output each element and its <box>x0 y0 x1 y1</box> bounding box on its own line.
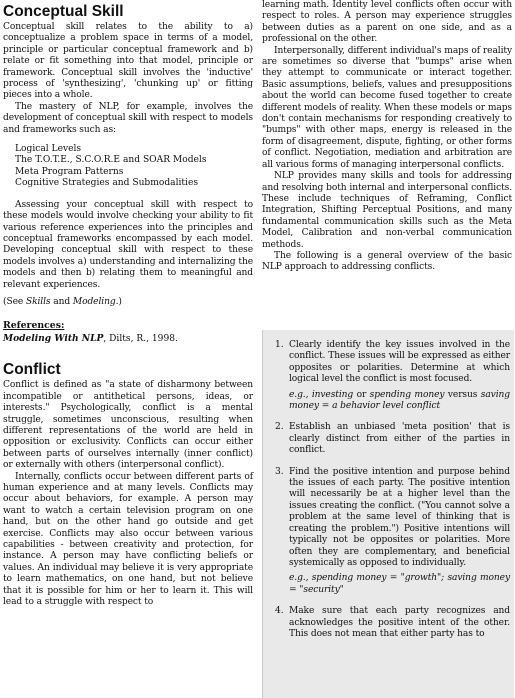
paragraph: NLP provides many skills and tools for addressing and resolving both internal and interpersonal conflicts. These include techniques of Reframing, Conflict Integration, Shifting Perceptual Positions, and many fundamental communication skills such as the Meta Model, Calibration and non-verbal communication methods. <box>262 171 512 250</box>
example-part: spending money <box>369 389 445 400</box>
example-part: versus <box>444 389 481 400</box>
right-column <box>262 0 512 274</box>
step-example: e.g., spending money = "growth"; saving money = "security" <box>289 573 510 595</box>
conflict-steps-box <box>262 330 514 698</box>
paragraph: The following is a general overview of the basic NLP approach to addressing conflicts. <box>262 250 512 273</box>
step-text: Make sure that each party recognizes and acknowledges the positive intent of the other. This does not mean that either party has to <box>289 606 510 639</box>
steps-list <box>263 340 514 640</box>
list-item: The T.O.T.E., S.C.O.R.E and SOAR Models <box>15 155 207 166</box>
paragraph: learning math. Identity level conflicts often occur with respect to roles. A person may experience struggles between duties as a parent on one side, and as a professional on the other. <box>262 0 512 45</box>
paragraph: The mastery of NLP, for example, involves the development of conceptual skill with respect to models and frameworks such as: <box>3 101 253 135</box>
section-heading-conflict: Conflict <box>3 361 61 379</box>
references-label: References: <box>3 320 65 332</box>
step-number: 3. <box>275 466 284 477</box>
paragraph: Conceptual skill relates to the ability to a) conceptualize a problem space in terms of a model, principle or particular conceptual framework and b) relate or fit something into that model, principle or framework. Conceptual skill involves the 'inductive' process of 'synthesizing', 'chunking up' or fitting pieces into a whole. <box>3 22 253 101</box>
section-heading-conceptual-skill: Conceptual Skill <box>3 3 124 20</box>
step-number: 2. <box>275 422 284 433</box>
paragraph: Assessing your conceptual skill with respect to these models would involve checking your ability to fit various reference experiences into the principles and conceptual frameworks encompassed by each model. Developing conceptual skill with respect to these models involves a) understanding and internalizing the models and then b) relating them to meaningful and relevant experiences. <box>3 199 253 290</box>
reference-entry <box>3 333 253 344</box>
paragraph: Internally, conflicts occur between different parts of human experience and at many levels. Conflicts may occur about behaviors, for example. A person may want to watch a certain television program on one hand, but on the other hand go outside and get exercise. Conflicts may also occur between various capabilities - between creativity and protection, for instance. A person may have conflicting beliefs or values. An individual may believe it is very appropriate to learn mathematics, on one hand, but not believe that it is possible for him or her to learn it. This will lead to a struggle with respect to <box>3 471 253 608</box>
reference-details: , Dilts, R., 1998. <box>103 334 178 345</box>
see-link-modeling[interactable]: Modeling <box>72 296 116 307</box>
step-number: 1. <box>275 340 284 350</box>
see-prefix: (See <box>3 296 26 307</box>
step-text: Establish an unbiased 'meta position' that is clearly distinct from either of the parties in conflict. <box>289 422 510 456</box>
example-part: e.g., investing <box>289 389 354 400</box>
step-item <box>263 606 514 640</box>
example-part: or <box>353 389 370 400</box>
see-suffix: .) <box>115 296 122 307</box>
paragraph: Interpersonally, different individual's maps of reality are sometimes so diverse that "bumps" arise when they attempt to communicate or interact together. Basic assumptions, beliefs, values and presuppositions about the world can become fused together to create different models of reality. When these models or maps don't contain mechanisms for responding creatively to "bumps" with other maps, energy is released in the form of disagreement, dispute, fighting, or other forms of conflict. Negotiation, mediation and arbitration are all various forms of managing interpersonal conflicts. <box>262 45 512 170</box>
list-item: Logical Levels <box>15 144 82 155</box>
list-item: Cognitive Strategies and Submodalities <box>15 178 199 189</box>
paragraph: Conflict is defined as "a state of disharmony between incompatible or antithetical persons, ideas, or interests." Psychologically, conflict is a mental struggle, sometimes unconscious, resulting when different representations of the world are held in opposition or exclusivity. Conflicts can occur either between parts of ourselves internally (inner conflict) or externally with others (interpersonal conflict). <box>3 380 253 471</box>
step-text: Clearly identify the key issues involved in the conflict. These issues will be expressed as either opposites or polarities. Determine at which logical level the conflict is most focused. <box>289 340 510 385</box>
see-also <box>3 297 253 308</box>
step-item <box>263 422 514 456</box>
see-link-skills[interactable]: Skills <box>25 296 51 307</box>
step-item <box>263 340 514 412</box>
list-item: Meta Program Patterns <box>15 166 124 177</box>
left-column <box>3 0 253 608</box>
step-number: 4. <box>275 606 284 617</box>
step-item <box>263 467 514 596</box>
step-text: Find the positive intention and purpose behind the issues of each party. The positive intention will necessarily be at a higher level than the issues creating the conflict. ("You cannot solve a problem at the same level of thinking that is creating the problem.") Positive intentions will typically not be opposites or polarities. More often they are complementary, and beneficial systemically as opposed to individually. <box>289 466 510 568</box>
reference-title: Modeling With NLP <box>3 333 104 345</box>
example-part: saving money = a behavior level conflict <box>289 389 510 412</box>
see-and: and <box>50 296 73 307</box>
model-list <box>15 144 253 190</box>
step-example <box>289 390 510 413</box>
